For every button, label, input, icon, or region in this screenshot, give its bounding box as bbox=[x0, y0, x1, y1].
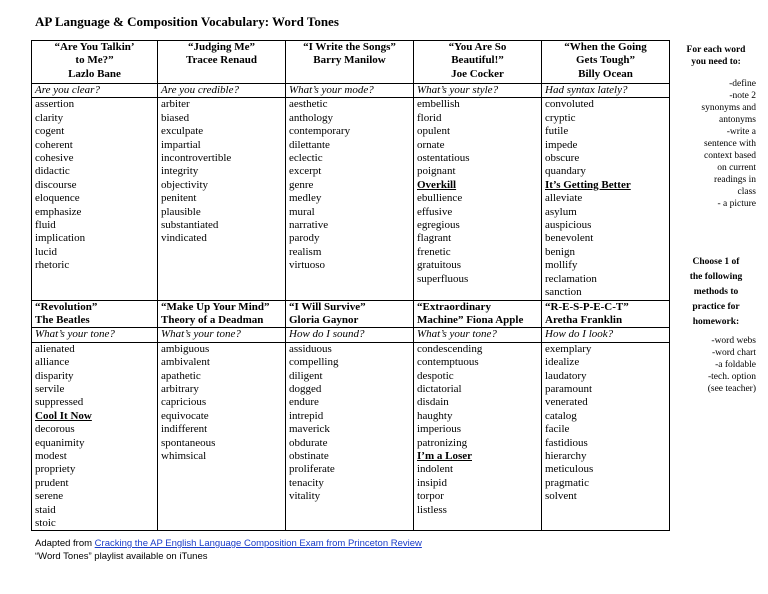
vocab-word: cogent bbox=[35, 125, 65, 138]
vocab-word: dilettante bbox=[289, 138, 330, 151]
vocab-word: egregious bbox=[417, 219, 460, 232]
instructions-heading: For each word you need to: bbox=[686, 45, 746, 67]
vocab-word: servile bbox=[35, 382, 65, 395]
vocab-word: genre bbox=[289, 178, 314, 191]
vocab-word: anthology bbox=[289, 111, 333, 124]
vocab-word: exculpate bbox=[161, 125, 204, 138]
vocab-word: haughty bbox=[417, 409, 453, 422]
vocab-word: flagrant bbox=[417, 232, 452, 245]
word-list bbox=[286, 98, 414, 300]
bottom-words-row bbox=[32, 342, 670, 531]
task-list: -define -note 2 synonyms and antonyms -write a sentence with context based on current readings in class - a picture bbox=[701, 79, 756, 209]
vocab-word: diligent bbox=[289, 369, 323, 382]
vocab-word: proliferate bbox=[289, 463, 335, 476]
vocab-word: florid bbox=[417, 111, 442, 124]
vocab-word: plausible bbox=[161, 205, 201, 218]
bottom-header-row bbox=[32, 300, 670, 328]
vocab-word: listless bbox=[417, 503, 447, 516]
vocab-word: impede bbox=[545, 138, 578, 151]
vocab-word: alliance bbox=[35, 356, 70, 369]
vocab-word: assertion bbox=[35, 98, 75, 111]
tone-question: Are you clear? bbox=[32, 84, 158, 98]
vocab-word: idealize bbox=[545, 356, 580, 369]
vocab-word: ostentatious bbox=[417, 152, 470, 165]
vocab-word: futile bbox=[545, 125, 569, 138]
top-question-row bbox=[32, 84, 670, 98]
tone-question: How do I look? bbox=[542, 328, 670, 342]
song-header: “Revolution” The Beatles bbox=[32, 300, 158, 328]
vocab-word: apathetic bbox=[161, 369, 201, 382]
vocab-word: parody bbox=[289, 232, 320, 245]
vocab-word: incontrovertible bbox=[161, 152, 232, 165]
song-header: “Judging Me” Tracee Renaud bbox=[158, 41, 286, 84]
vocab-word: assiduous bbox=[289, 342, 332, 355]
vocab-word: convoluted bbox=[545, 98, 594, 111]
vocab-word: realism bbox=[289, 245, 322, 258]
word-list bbox=[158, 342, 286, 531]
tone-question: What’s your style? bbox=[414, 84, 542, 98]
vocab-word: poignant bbox=[417, 165, 456, 178]
vocab-word: arbitrary bbox=[161, 382, 199, 395]
vocab-word: fastidious bbox=[545, 436, 588, 449]
vocab-word: objectivity bbox=[161, 178, 209, 191]
vocab-word: facile bbox=[545, 423, 570, 436]
vocab-word: didactic bbox=[35, 165, 70, 178]
page-title: AP Language & Composition Vocabulary: Word Tones bbox=[35, 14, 339, 29]
vocab-word: intrepid bbox=[289, 409, 324, 422]
vocab-word: hierarchy bbox=[545, 449, 587, 462]
word-list bbox=[32, 98, 158, 300]
vocab-word: mural bbox=[289, 205, 315, 218]
vocab-word: embellish bbox=[417, 98, 460, 111]
word-list bbox=[32, 342, 158, 531]
footer bbox=[35, 537, 422, 563]
tone-question: What’s your tone? bbox=[32, 328, 158, 342]
vocab-word: substantiated bbox=[161, 219, 219, 232]
vocab-word: solvent bbox=[545, 490, 577, 503]
method-list: -word webs -word chart -a foldable -tech. option (see teacher) bbox=[707, 336, 756, 394]
vocab-word: compelling bbox=[289, 356, 339, 369]
top-words-row bbox=[32, 98, 670, 300]
vocab-word: ambivalent bbox=[161, 356, 210, 369]
song-header: “I Write the Songs” Barry Manilow bbox=[286, 41, 414, 84]
vocab-word: coherent bbox=[35, 138, 73, 151]
song-header: “You Are So Beautiful!” Joe Cocker bbox=[414, 41, 542, 84]
vocab-word: integrity bbox=[161, 165, 199, 178]
vocab-word: disparity bbox=[35, 369, 74, 382]
vocab-word: rhetoric bbox=[35, 259, 70, 272]
vocab-word: narrative bbox=[289, 219, 329, 232]
vocab-word: staid bbox=[35, 503, 56, 516]
song-header: “I Will Survive” Gloria Gaynor bbox=[286, 300, 414, 328]
vocab-word: obscure bbox=[545, 152, 580, 165]
vocab-word: despotic bbox=[417, 369, 454, 382]
vocab-word: ebullience bbox=[417, 192, 463, 205]
tone-question: What’s your tone? bbox=[414, 328, 542, 342]
vocab-word: discourse bbox=[35, 178, 77, 191]
vocab-word: emphasize bbox=[35, 205, 82, 218]
vocab-word: capricious bbox=[161, 396, 207, 409]
word-subheading: I’m a Loser bbox=[417, 449, 472, 462]
vocab-word: serene bbox=[35, 490, 64, 503]
vocab-word: paramount bbox=[545, 382, 593, 395]
vocab-word: insipid bbox=[417, 476, 447, 489]
vocab-word: indolent bbox=[417, 463, 454, 476]
vocab-word: exemplary bbox=[545, 342, 592, 355]
tone-question: Had syntax lately? bbox=[542, 84, 670, 98]
vocab-word: asylum bbox=[545, 205, 577, 218]
vocab-word: equivocate bbox=[161, 409, 209, 422]
source-link[interactable]: Cracking the AP English Language Composition Exam from Princeton Review bbox=[94, 538, 422, 549]
vocab-word: catalog bbox=[545, 409, 577, 422]
bottom-question-row bbox=[32, 328, 670, 342]
vocab-word: alleviate bbox=[545, 192, 583, 205]
vocab-word: ornate bbox=[417, 138, 445, 151]
homework-heading: Choose 1 of the following methods to practice for homework: bbox=[689, 257, 743, 327]
tone-question: What’s your tone? bbox=[158, 328, 286, 342]
vocab-word: medley bbox=[289, 192, 322, 205]
vocab-word: auspicious bbox=[545, 219, 592, 232]
song-header: “Are You Talkin’ to Me?” Lazlo Bane bbox=[32, 41, 158, 84]
vocab-word: decorous bbox=[35, 423, 75, 436]
instructions-panel bbox=[676, 44, 756, 210]
vocab-word: laudatory bbox=[545, 369, 587, 382]
vocab-word: endure bbox=[289, 396, 319, 409]
vocab-word: equanimity bbox=[35, 436, 85, 449]
vocab-word: penitent bbox=[161, 192, 197, 205]
vocab-word: vitality bbox=[289, 490, 321, 503]
top-header-row bbox=[32, 41, 670, 84]
vocab-word: reclamation bbox=[545, 272, 597, 285]
vocab-word: obdurate bbox=[289, 436, 328, 449]
vocab-word: disdain bbox=[417, 396, 449, 409]
vocab-word: superfluous bbox=[417, 272, 469, 285]
word-list bbox=[414, 342, 542, 531]
vocab-word: arbiter bbox=[161, 98, 190, 111]
vocab-word: impartial bbox=[161, 138, 201, 151]
vocab-word: alienated bbox=[35, 342, 75, 355]
vocab-word: contemporary bbox=[289, 125, 351, 138]
vocab-word: excerpt bbox=[289, 165, 322, 178]
song-header: “When the Going Gets Tough” Billy Ocean bbox=[542, 41, 670, 84]
vocab-word: vindicated bbox=[161, 232, 207, 245]
vocab-word: obstinate bbox=[289, 449, 329, 462]
tone-question: Are you credible? bbox=[158, 84, 286, 98]
word-subheading: Overkill bbox=[417, 178, 457, 191]
vocab-word: contemptuous bbox=[417, 356, 479, 369]
vocab-table bbox=[31, 40, 670, 531]
vocab-word: prudent bbox=[35, 476, 69, 489]
vocab-word: cryptic bbox=[545, 111, 576, 124]
vocab-word: frenetic bbox=[417, 245, 451, 258]
vocab-word: gratuitous bbox=[417, 259, 461, 272]
vocab-word: dictatorial bbox=[417, 382, 462, 395]
vocab-word: fluid bbox=[35, 219, 56, 232]
vocab-word: pragmatic bbox=[545, 476, 589, 489]
vocab-word: benevolent bbox=[545, 232, 594, 245]
song-header: “Make Up Your Mind” Theory of a Deadman bbox=[158, 300, 286, 328]
vocab-word: lucid bbox=[35, 245, 57, 258]
vocab-word: torpor bbox=[417, 490, 444, 503]
vocab-word: propriety bbox=[35, 463, 76, 476]
tone-question: How do I sound? bbox=[286, 328, 414, 342]
tone-question: What’s your mode? bbox=[286, 84, 414, 98]
footer-prefix: Adapted from bbox=[35, 538, 95, 549]
vocab-word: sanction bbox=[545, 286, 582, 299]
vocab-word: suppressed bbox=[35, 396, 84, 409]
vocab-word: indifferent bbox=[161, 423, 208, 436]
vocab-word: venerated bbox=[545, 396, 588, 409]
song-header: “Extraordinary Machine” Fiona Apple bbox=[414, 300, 542, 328]
word-list bbox=[542, 342, 670, 531]
vocab-word: ambiguous bbox=[161, 342, 210, 355]
word-list bbox=[158, 98, 286, 300]
vocab-word: benign bbox=[545, 245, 575, 258]
word-list bbox=[542, 98, 670, 300]
vocab-word: mollify bbox=[545, 259, 578, 272]
vocab-word: eloquence bbox=[35, 192, 80, 205]
word-list bbox=[414, 98, 542, 300]
vocab-word: eclectic bbox=[289, 152, 323, 165]
vocab-word: imperious bbox=[417, 423, 461, 436]
vocab-word: stoic bbox=[35, 517, 56, 529]
vocab-word: effusive bbox=[417, 205, 453, 218]
vocab-word: quandary bbox=[545, 165, 586, 178]
vocab-word: aesthetic bbox=[289, 98, 328, 111]
vocab-word: cohesive bbox=[35, 152, 74, 165]
vocab-word: tenacity bbox=[289, 476, 324, 489]
vocab-word: dogged bbox=[289, 382, 322, 395]
vocab-word: whimsical bbox=[161, 449, 207, 462]
vocab-word: implication bbox=[35, 232, 86, 245]
song-header: “R-E-S-P-E-C-T” Aretha Franklin bbox=[542, 300, 670, 328]
vocab-word: biased bbox=[161, 111, 190, 124]
vocab-word: spontaneous bbox=[161, 436, 216, 449]
vocab-word: opulent bbox=[417, 125, 450, 138]
vocab-word: modest bbox=[35, 449, 67, 462]
vocab-word: patronizing bbox=[417, 436, 468, 449]
word-subheading: It’s Getting Better bbox=[545, 178, 631, 191]
playlist-note: “Word Tones” playlist available on iTunes bbox=[35, 551, 208, 562]
vocab-word: virtuoso bbox=[289, 259, 326, 272]
word-list bbox=[286, 342, 414, 531]
word-subheading: Cool It Now bbox=[35, 409, 92, 422]
vocab-word: condescending bbox=[417, 342, 483, 355]
vocab-word: maverick bbox=[289, 423, 330, 436]
vocab-word: meticulous bbox=[545, 463, 594, 476]
vocab-word: clarity bbox=[35, 111, 64, 124]
